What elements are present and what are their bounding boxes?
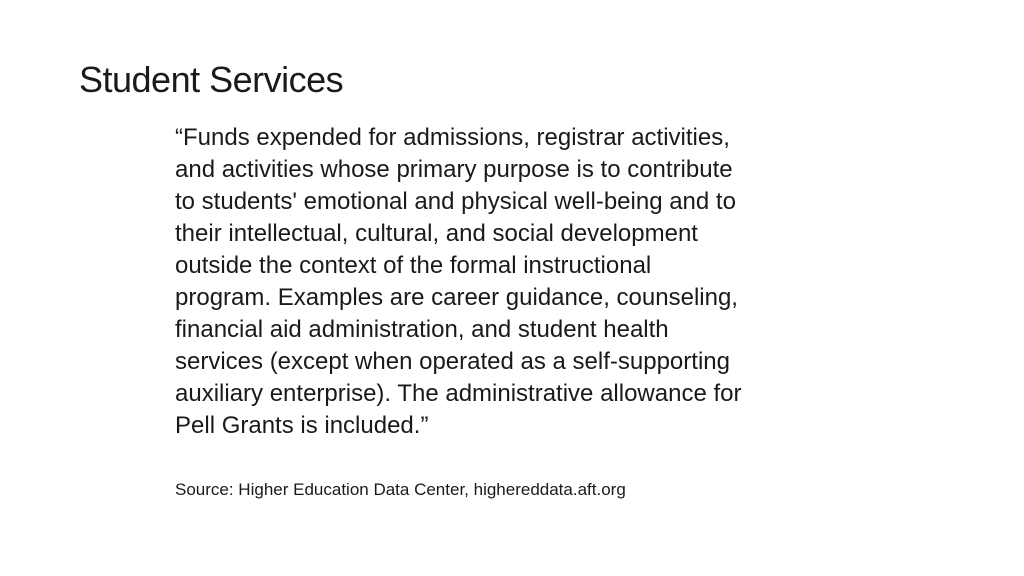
slide-title: Student Services: [79, 59, 344, 100]
definition-quote: “Funds expended for admissions, registrar activities, and activities whose primary purpose is to contribute to students' emotional and physical well-being and to their intellectual, cultural, and social development outside the context of the formal instructional program. Examples are career guidance, counseling, financial aid administration, and student health services (except when operated as a self-supporting auxiliary enterprise). The administrative allowance for Pell Grants is included.”: [175, 124, 742, 439]
source-citation: Source: Higher Education Data Center, highereddata.aft.org: [175, 480, 626, 499]
